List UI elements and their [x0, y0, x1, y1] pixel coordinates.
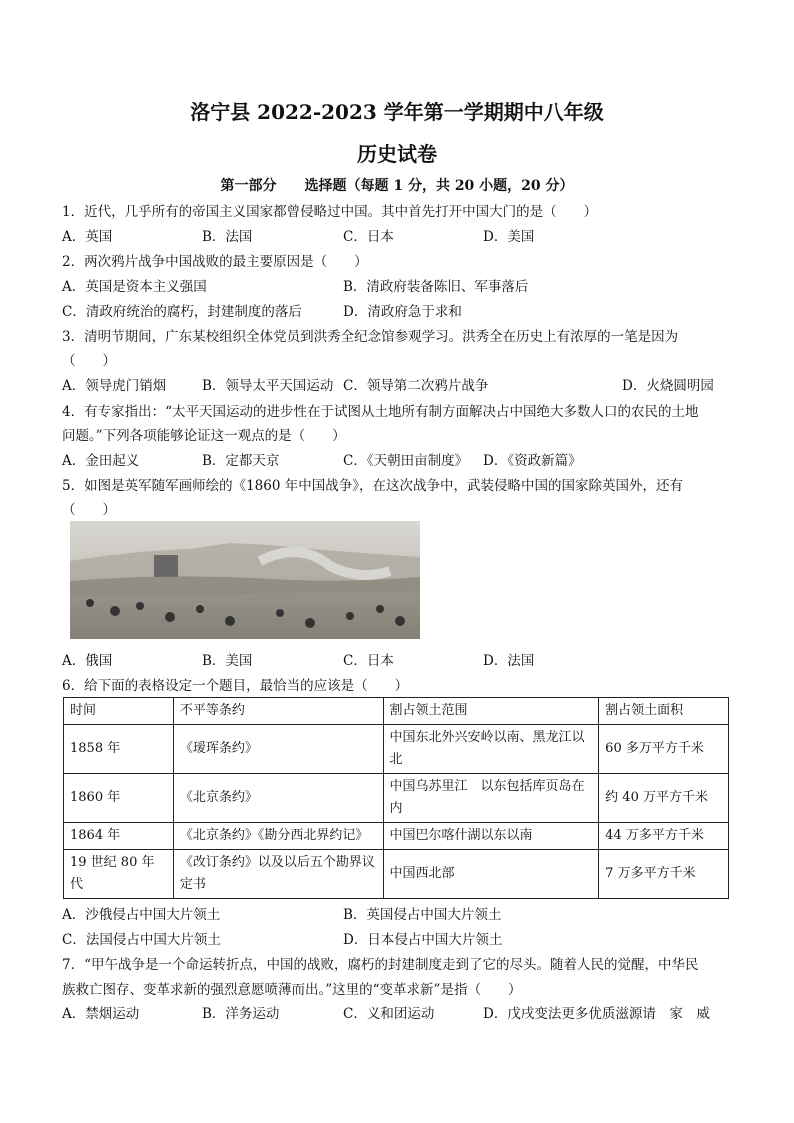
section-heading: 第一部分 选择题（每题 1 分，共 20 小题，20 分）: [220, 178, 574, 194]
q4-stem-line1: 4．有专家指出：“太平天国运动的进步性在于试图从土地所有制方面解决占中国绝大多数人口的农民的土地: [62, 404, 699, 420]
q6-option-a: A．沙俄侵占中国大片领土: [62, 907, 221, 923]
q7-option-b: B．洋务运动: [202, 1006, 280, 1022]
q2-option-b: B．清政府装备陈旧、军事落后: [343, 279, 529, 295]
table-header-cell: 割占领土范围: [383, 698, 599, 725]
q4-option-a: A．金田起义: [62, 453, 140, 469]
q4-option-d: D．《资政新篇》: [483, 453, 582, 469]
treaty-table: [63, 697, 729, 899]
table-cell: 《瑷珲条约》: [173, 725, 383, 774]
q2-stem: 2．两次鸦片战争中国战败的最主要原因是（ ）: [62, 254, 368, 270]
exam-title: 洛宁县 2022-2023 学年第一学期期中八年级: [190, 100, 604, 124]
q7-option-c: C．义和团运动: [343, 1006, 435, 1022]
q7-option-d: D．戊戌变法更多优质滋源请 家 威: [483, 1006, 710, 1022]
table-header-row: [64, 698, 729, 725]
q3-option-a: A．领导虎门销烟: [62, 378, 167, 394]
exam-subject: 历史试卷: [357, 142, 437, 166]
table-header-cell: 割占领土面积: [599, 698, 729, 725]
q5-stem-line2: （ ）: [62, 502, 116, 518]
q2-option-c: C．清政府统治的腐朽，封建制度的落后: [62, 304, 302, 320]
q6-option-d: D．日本侵占中国大片领土: [343, 932, 503, 948]
q5-option-d: D．法国: [483, 653, 535, 669]
q4-stem-line2: 问题。”下列各项能够论证这一观点的是（ ）: [62, 428, 346, 444]
table-cell: 《北京条约》《勘分西北界约记》: [173, 823, 383, 850]
q7-option-a: A．禁烟运动: [62, 1006, 140, 1022]
table-cell: 1858 年: [64, 725, 174, 774]
war-painting-image: [70, 521, 420, 639]
q4-option-c: C．《天朝田亩制度》: [343, 453, 469, 469]
q6-option-b: B．英国侵占中国大片领土: [343, 907, 502, 923]
table-cell: 中国东北外兴安岭以南、黑龙江以北: [383, 725, 599, 774]
q4-option-b: B．定都天京: [202, 453, 280, 469]
q1-option-c: C．日本: [343, 229, 394, 245]
table-cell: 1864 年: [64, 823, 174, 850]
table-row: [64, 774, 729, 823]
q5-option-c: C．日本: [343, 653, 394, 669]
q1-option-a: A．英国: [62, 229, 113, 245]
q7-stem-line2: 族救亡图存、变革求新的强烈意愿喷薄而出。”这里的“变革求新”是指（ ）: [62, 982, 522, 998]
table-cell: 44 万多平方千米: [599, 823, 729, 850]
table-cell: 《北京条约》: [173, 774, 383, 823]
q1-option-d: D．美国: [483, 229, 535, 245]
q1-option-b: B．法国: [202, 229, 253, 245]
table-row: [64, 725, 729, 774]
table-row: [64, 823, 729, 850]
table-header-cell: 不平等条约: [173, 698, 383, 725]
q3-stem-line1: 3．清明节期间，广东某校组织全体党员到洪秀全纪念馆参观学习。洪秀全在历史上有浓厚的一笔是因为: [62, 329, 679, 345]
table-cell: 《改订条约》以及以后五个勘界议定书: [173, 850, 383, 899]
q1-stem: 1．近代，几乎所有的帝国主义国家都曾侵略过中国。其中首先打开中国大门的是（ ）: [62, 204, 598, 220]
table-cell: 60 多万平方千米: [599, 725, 729, 774]
q5-stem-line1: 5．如图是英军随军画师绘的《1860 年中国战争》，在这次战争中，武装侵略中国的国家除英国外，还有: [62, 478, 683, 494]
q2-option-a: A．英国是资本主义强国: [62, 279, 207, 295]
table-header-cell: 时间: [64, 698, 174, 725]
table-cell: 中国乌苏里江 以东包括库页岛在内: [383, 774, 599, 823]
table-cell: 7 万多平方千米: [599, 850, 729, 899]
q3-option-d: D．火烧圆明园: [622, 378, 714, 394]
q7-stem-line1: 7．“甲午战争是一个命运转折点，中国的战败，腐朽的封建制度走到了它的尽头。随着人民的觉醒，中华民: [62, 957, 699, 973]
q6-stem: 6．给下面的表格设定一个题目，最恰当的应该是（ ）: [62, 678, 409, 694]
q5-option-a: A．俄国: [62, 653, 113, 669]
table-cell: 1860 年: [64, 774, 174, 823]
q6-option-c: C．法国侵占中国大片领土: [62, 932, 221, 948]
q3-option-b: B．领导太平天国运动: [202, 378, 334, 394]
table-cell: 19 世纪 80 年代: [64, 850, 174, 899]
table-cell: 中国西北部: [383, 850, 599, 899]
q3-stem-line2: （ ）: [62, 353, 116, 369]
q3-option-c: C．领导第二次鸦片战争: [343, 378, 489, 394]
q2-option-d: D．清政府急于求和: [343, 304, 462, 320]
table-cell: 中国巴尔喀什湖以东以南: [383, 823, 599, 850]
table-cell: 约 40 万平方千米: [599, 774, 729, 823]
table-row: [64, 850, 729, 899]
q5-option-b: B．美国: [202, 653, 253, 669]
